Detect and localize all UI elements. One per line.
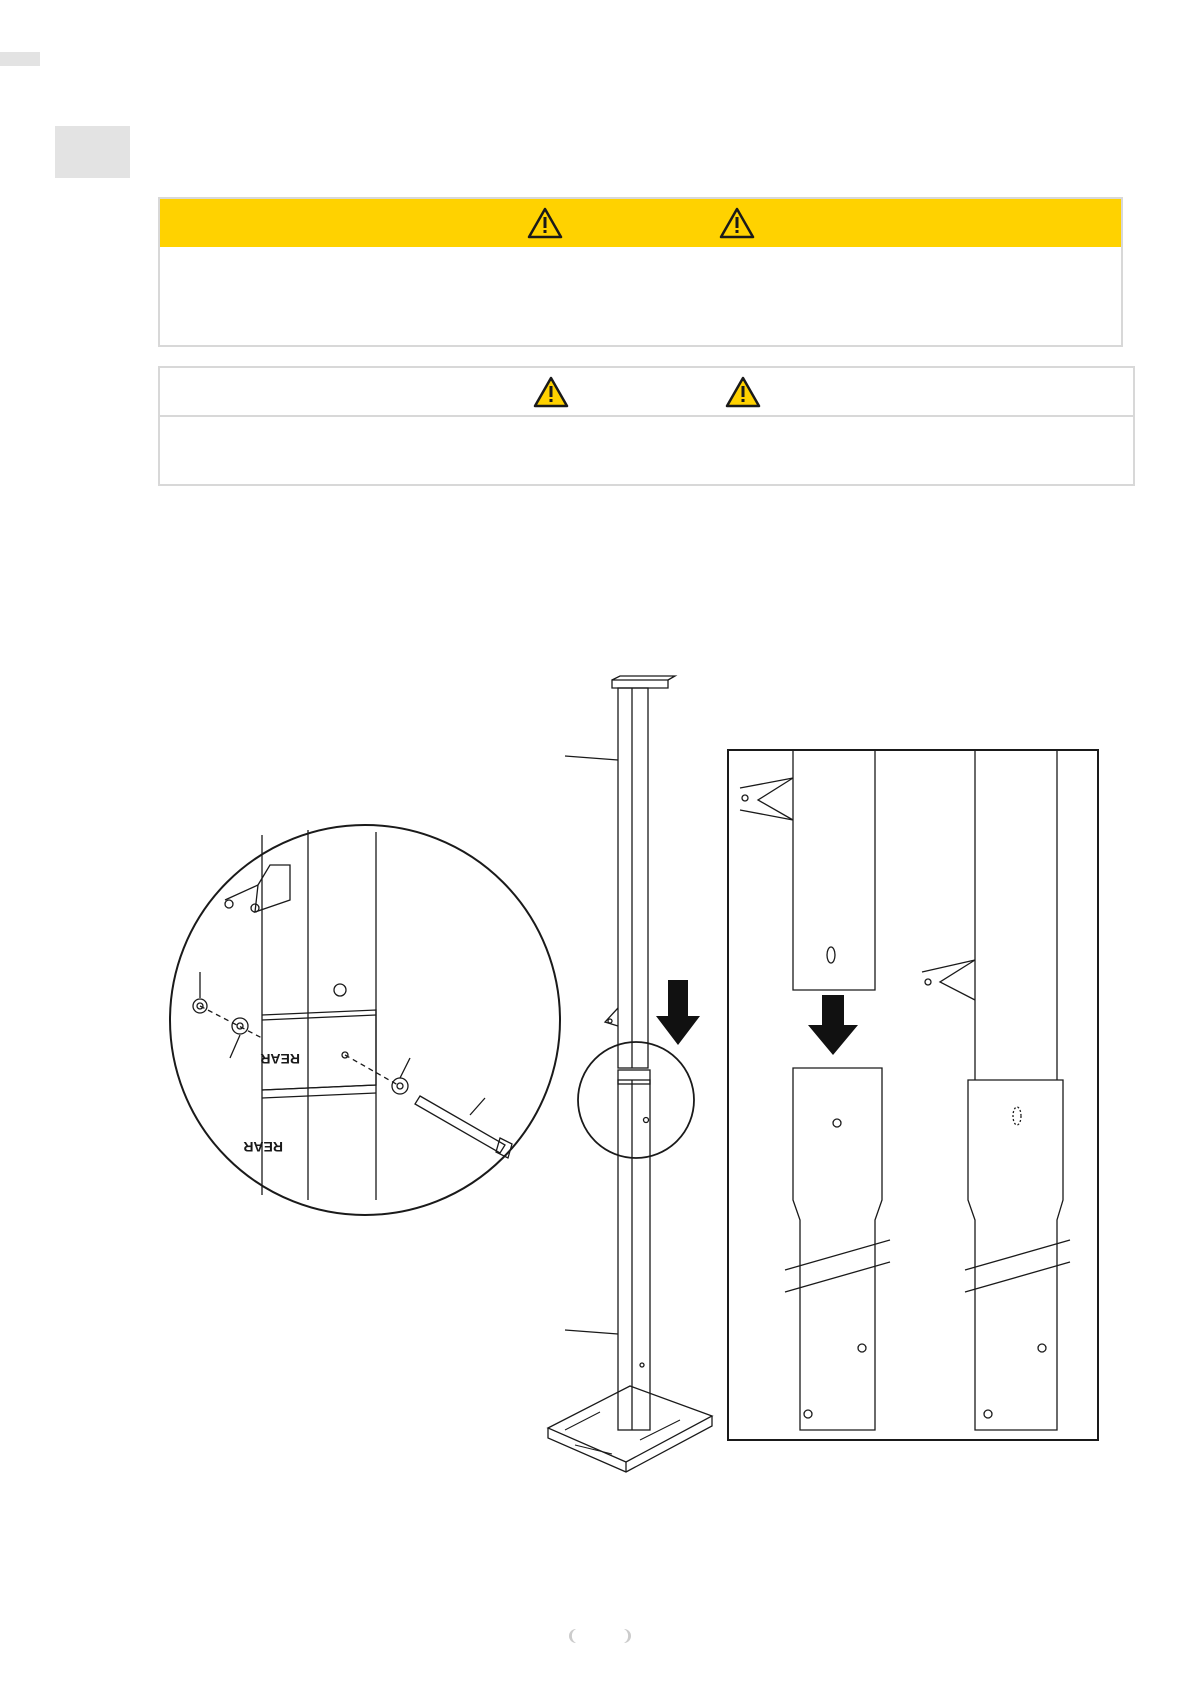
caution-header [160,368,1133,417]
warning-triangle-icon [719,207,755,239]
warning-block [158,197,1123,347]
warning-header [160,199,1121,247]
telescoping-detail-panel [728,750,1098,1440]
detail-callout-circle [578,1042,694,1158]
caution-block [158,366,1135,486]
caution-triangle-icon [533,376,569,408]
page-number-footer [560,1625,640,1647]
section-tab-marker [0,52,40,66]
rear-label: REAR [260,1051,300,1067]
magnified-detail-circle [170,825,560,1215]
step-number-box [55,126,130,178]
right-page-mark-icon [622,1627,640,1645]
left-page-mark-icon [560,1627,578,1645]
caution-triangle-icon [725,376,761,408]
rear-label-lower: REAR [243,1139,283,1155]
down-arrow-icon [656,980,700,1045]
warning-triangle-icon [527,207,563,239]
assembly-illustration [0,660,1191,1530]
